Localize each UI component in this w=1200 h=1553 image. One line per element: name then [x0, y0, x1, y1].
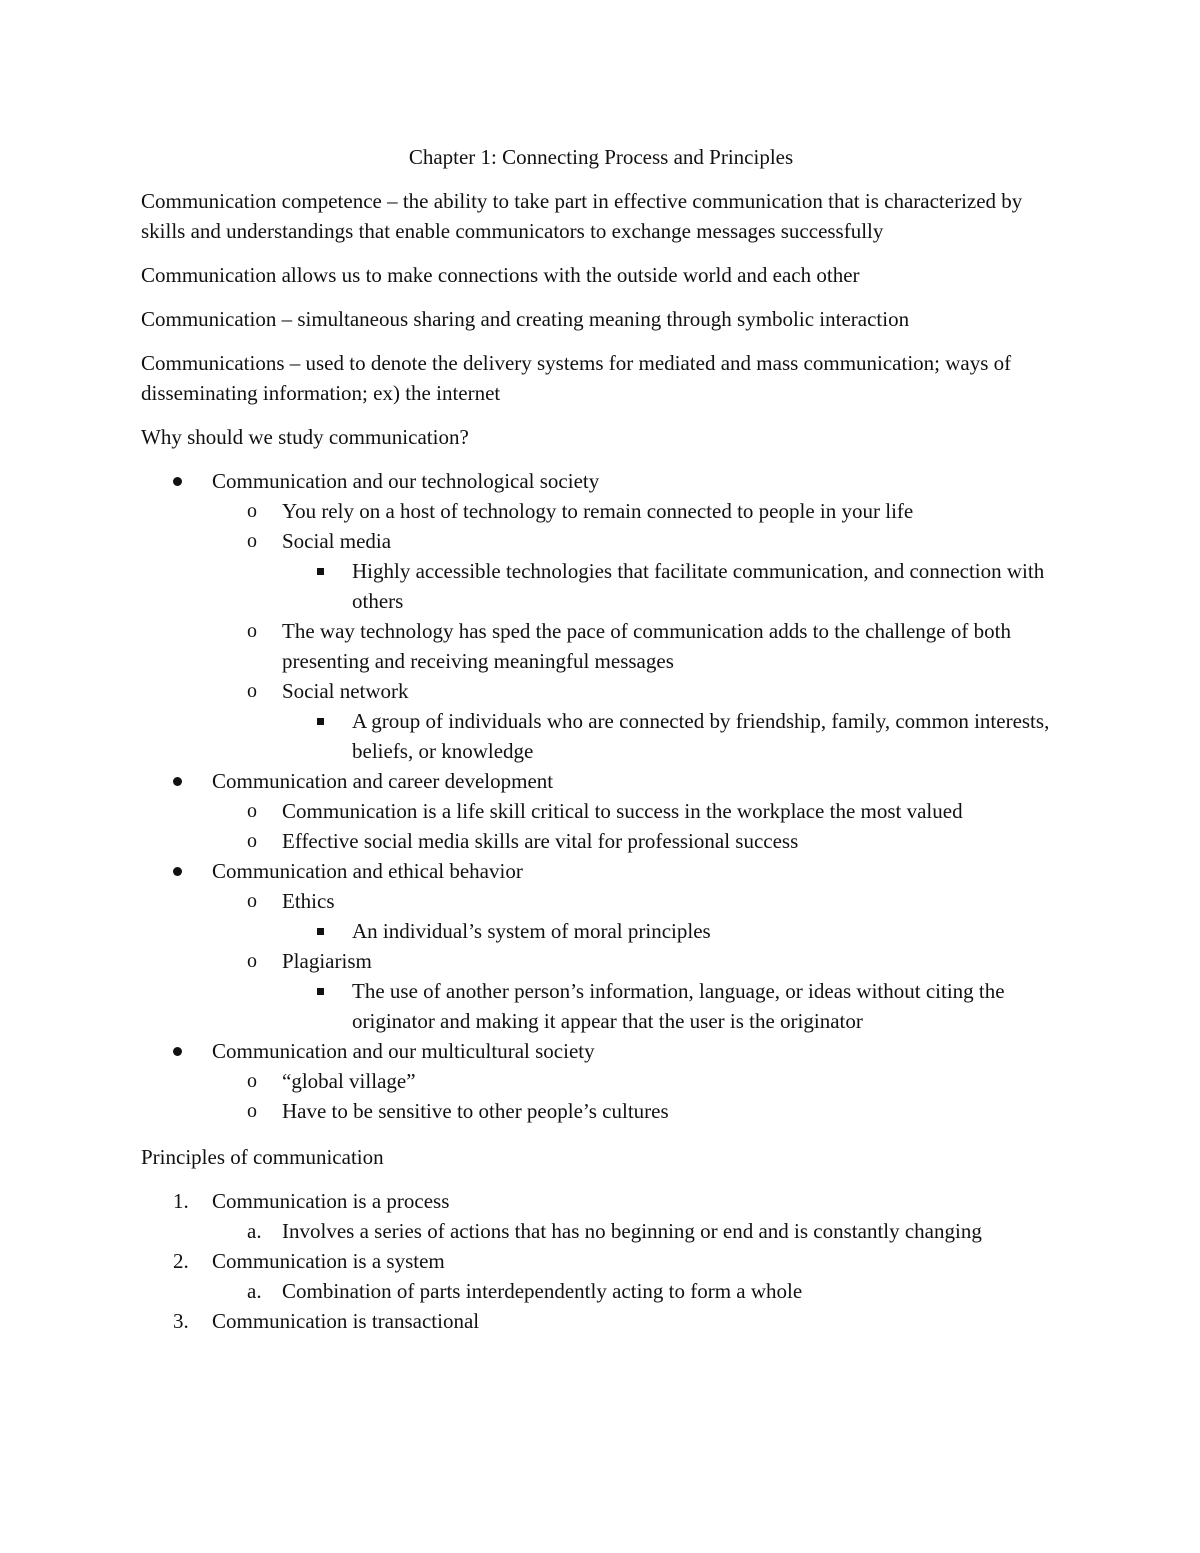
square-bullet-icon — [317, 988, 324, 995]
list-letter: a. — [247, 1279, 262, 1303]
paragraph-communication-definition: Communication – simultaneous sharing and creating meaning through symbolic interaction — [141, 307, 910, 331]
list-item-text: Communication and our technological society — [212, 469, 600, 493]
list-item — [141, 556, 1061, 616]
list-item-text: Communication is a system — [212, 1249, 445, 1273]
list-item — [141, 706, 1061, 766]
list-item-text: Communication is a process — [212, 1189, 450, 1213]
list-item-text: Effective social media skills are vital for professional success — [282, 829, 799, 853]
principles-list — [141, 1186, 1061, 1336]
list-item — [141, 1066, 1061, 1096]
bullet-dot-icon — [173, 1047, 182, 1056]
principles-heading: Principles of communication — [141, 1145, 384, 1169]
list-item-text: An individual’s system of moral principles — [352, 919, 711, 943]
list-item — [141, 946, 1061, 976]
list-item — [141, 976, 1061, 1036]
list-item-text: Communication and our multicultural society — [212, 1039, 595, 1063]
list-item-text: Communication and career development — [212, 769, 554, 793]
list-item-text: Communication is transactional — [212, 1309, 480, 1333]
list-item-text: Have to be sensitive to other people’s cultures — [282, 1099, 669, 1123]
list-item-text: Social media — [282, 529, 392, 553]
paragraph-why-study: Why should we study communication? — [141, 425, 469, 449]
list-item-text: Communication and ethical behavior — [212, 859, 523, 883]
circle-bullet-icon: o — [247, 830, 257, 852]
list-item — [141, 916, 1061, 946]
circle-bullet-icon: o — [247, 530, 257, 552]
list-item — [141, 616, 1061, 676]
circle-bullet-icon: o — [247, 500, 257, 522]
document-page — [141, 142, 1061, 1352]
list-item — [141, 1246, 1061, 1276]
list-item — [141, 1306, 1061, 1336]
list-item — [141, 526, 1061, 556]
list-letter: a. — [247, 1219, 262, 1243]
document-title: Chapter 1: Connecting Process and Principles — [408, 145, 794, 169]
list-item — [141, 796, 1061, 826]
list-item-text: Highly accessible technologies that facilitate communication, and connection with others — [352, 559, 1045, 613]
list-number: 2. — [173, 1249, 189, 1273]
circle-bullet-icon: o — [247, 620, 257, 642]
circle-bullet-icon: o — [247, 680, 257, 702]
paragraph-competence: Communication competence – the ability to take part in effective communication that is characterized by skills and understandings that enable communicators to exchange messages successfully — [141, 189, 1023, 243]
bullet-dot-icon — [173, 477, 182, 486]
paragraph-communications-definition: Communications – used to denote the delivery systems for mediated and mass communication; ways of disseminating information; ex) the internet — [141, 351, 1012, 405]
list-item-text: Communication is a life skill critical to success in the workplace the most valued — [282, 799, 963, 823]
list-item — [141, 1036, 1061, 1066]
list-number: 3. — [173, 1309, 189, 1333]
list-item — [141, 1096, 1061, 1126]
list-item-text: The way technology has sped the pace of communication adds to the challenge of both presenting and receiving meaningful messages — [282, 619, 1011, 673]
circle-bullet-icon: o — [247, 890, 257, 912]
square-bullet-icon — [317, 928, 324, 935]
list-item-text: A group of individuals who are connected by friendship, family, common interests, beliefs, or knowledge — [352, 709, 1050, 763]
list-item — [141, 676, 1061, 706]
bullet-dot-icon — [173, 777, 182, 786]
list-item — [141, 1216, 1061, 1246]
list-item-text: You rely on a host of technology to remain connected to people in your life — [282, 499, 914, 523]
circle-bullet-icon: o — [247, 950, 257, 972]
list-item-text: Plagiarism — [282, 949, 372, 973]
list-item-text: “global village” — [282, 1069, 416, 1093]
list-item-text: The use of another person’s information, language, or ideas without citing the originator and making it appear that the user is the originator — [352, 979, 1005, 1033]
list-item-text: Involves a series of actions that has no beginning or end and is constantly changing — [282, 1219, 982, 1243]
bullet-dot-icon — [173, 867, 182, 876]
list-item-text: Ethics — [282, 889, 335, 913]
circle-bullet-icon: o — [247, 1100, 257, 1122]
list-item — [141, 856, 1061, 886]
list-item — [141, 826, 1061, 856]
circle-bullet-icon: o — [247, 1070, 257, 1092]
list-number: 1. — [173, 1189, 189, 1213]
square-bullet-icon — [317, 718, 324, 725]
why-study-list — [141, 466, 1061, 1126]
list-item — [141, 766, 1061, 796]
list-item-text: Social network — [282, 679, 409, 703]
paragraph-connections: Communication allows us to make connections with the outside world and each other — [141, 263, 860, 287]
square-bullet-icon — [317, 568, 324, 575]
list-item — [141, 1276, 1061, 1306]
circle-bullet-icon: o — [247, 800, 257, 822]
list-item — [141, 886, 1061, 916]
list-item — [141, 496, 1061, 526]
list-item-text: Combination of parts interdependently acting to form a whole — [282, 1279, 803, 1303]
list-item — [141, 1186, 1061, 1216]
list-item — [141, 466, 1061, 496]
